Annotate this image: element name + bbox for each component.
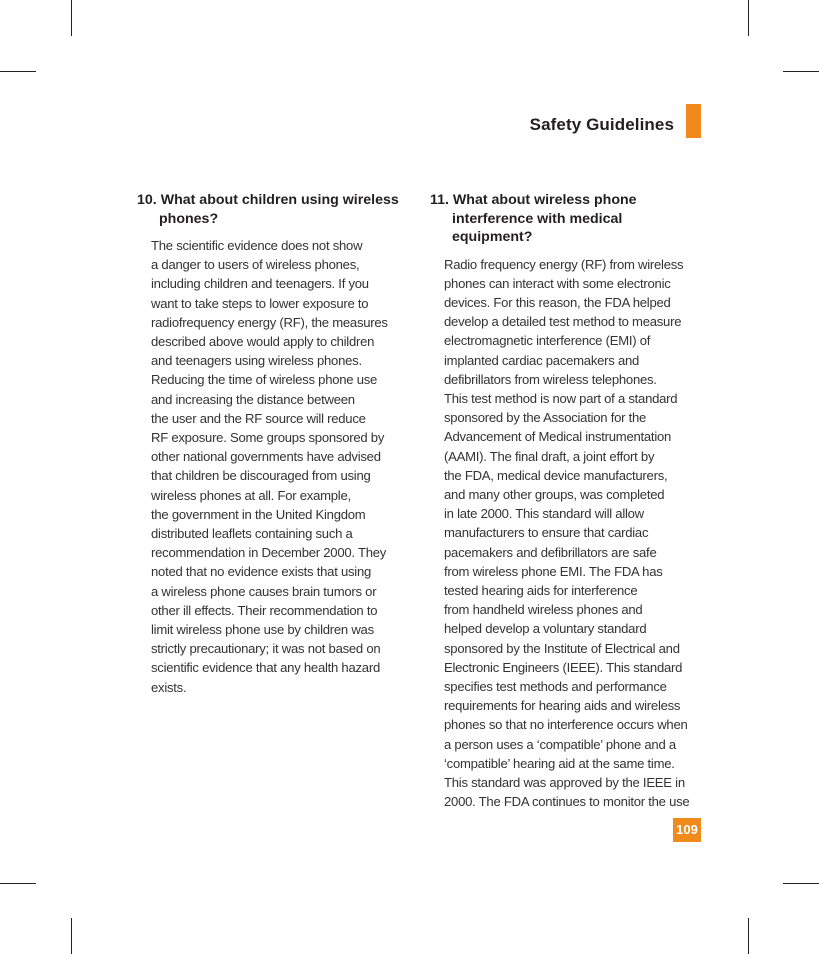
body-line: described above would apply to children	[151, 334, 375, 350]
section-number: 10.	[137, 192, 157, 208]
heading-line: interference with medical equipment?	[452, 210, 623, 245]
body-line: including children and teenagers. If you	[151, 276, 369, 292]
section-11	[430, 191, 705, 811]
crop-mark-bottom-right-horizontal	[783, 883, 819, 884]
body-line: scientific evidence that any health hazard	[151, 660, 380, 676]
crop-mark-top-right-horizontal	[783, 71, 819, 72]
body-line: strictly precautionary; it was not based on	[151, 641, 381, 657]
header-accent-tab	[686, 104, 701, 138]
body-line: a danger to users of wireless phones,	[151, 257, 360, 273]
page-number: 109	[673, 818, 701, 842]
body-line: devices. For this reason, the FDA helped	[444, 294, 671, 310]
body-line: want to take steps to lower exposure to	[151, 295, 369, 311]
body-line: Reducing the time of wireless phone use	[151, 372, 378, 388]
body-line: the government in the United Kingdom	[151, 506, 366, 522]
body-line: wireless phones at all. For example,	[151, 487, 351, 503]
body-line: electromagnetic interference (EMI) of	[444, 333, 651, 349]
body-line: implanted cardiac pacemakers and	[444, 352, 640, 368]
heading-line: What about children using wireless	[160, 192, 399, 208]
heading-line: What about wireless phone	[452, 192, 637, 208]
body-line: exists.	[151, 679, 187, 695]
body-line: phones so that no interference occurs when	[444, 717, 688, 733]
body-line: tested hearing aids for interference	[444, 582, 638, 598]
body-line: sponsored by the Association for the	[444, 410, 647, 426]
section-body	[444, 255, 705, 812]
body-line: distributed leaflets containing such a	[151, 526, 353, 542]
body-line: and many other groups, was completed	[444, 486, 665, 502]
heading-line: phones?	[159, 210, 219, 227]
body-line: other ill effects. Their recommendation to	[151, 602, 378, 618]
body-line: in late 2000. This standard will allow	[444, 506, 644, 522]
body-line: recommendation in December 2000. They	[151, 545, 387, 561]
body-line: Electronic Engineers (IEEE). This standard	[444, 659, 683, 675]
body-line: Radio frequency energy (RF) from wireless	[444, 256, 684, 272]
section-number: 11.	[430, 192, 449, 208]
body-line: helped develop a voluntary standard	[444, 621, 647, 637]
crop-mark-top-left-vertical	[71, 0, 72, 36]
body-line: (AAMI). The final draft, a joint effort by	[444, 448, 655, 464]
body-line: from wireless phone EMI. The FDA has	[444, 563, 663, 579]
section-10	[137, 191, 399, 697]
crop-mark-bottom-left-horizontal	[0, 883, 36, 884]
section-heading	[430, 191, 705, 247]
crop-mark-bottom-right-vertical	[748, 918, 749, 954]
body-line: that children be discouraged from using	[151, 468, 371, 484]
body-line: defibrillators from wireless telephones.	[444, 371, 657, 387]
body-line: This standard was approved by the IEEE in	[444, 774, 685, 790]
crop-mark-top-right-vertical	[748, 0, 749, 36]
body-line: RF exposure. Some groups sponsored by	[151, 430, 385, 446]
body-line: sponsored by the Institute of Electrical and	[444, 640, 680, 656]
body-line: noted that no evidence exists that using	[151, 564, 372, 580]
body-line: radiofrequency energy (RF), the measures	[151, 314, 388, 330]
body-line: phones can interact with some electronic	[444, 275, 671, 291]
body-line: Advancement of Medical instrumentation	[444, 429, 672, 445]
body-line: and increasing the distance between	[151, 391, 355, 407]
body-line: the FDA, medical device manufacturers,	[444, 467, 668, 483]
section-heading	[137, 191, 399, 228]
crop-mark-bottom-left-vertical	[71, 918, 72, 954]
body-line: The scientific evidence does not show	[151, 238, 363, 253]
body-line: This test method is now part of a standard	[444, 390, 678, 406]
body-line: manufacturers to ensure that cardiac	[444, 525, 649, 541]
body-line: from handheld wireless phones and	[444, 602, 643, 618]
section-body	[151, 236, 399, 697]
body-line: a person uses a ‘compatible’ phone and a	[444, 736, 676, 752]
body-line: the user and the RF source will reduce	[151, 410, 366, 426]
body-line: a wireless phone causes brain tumors or	[151, 583, 377, 599]
body-line: develop a detailed test method to measure	[444, 314, 682, 330]
body-line: pacemakers and defibrillators are safe	[444, 544, 657, 560]
body-line: and teenagers using wireless phones.	[151, 353, 362, 369]
body-line: requirements for hearing aids and wireless	[444, 698, 681, 714]
body-line: other national governments have advised	[151, 449, 381, 465]
page-header-title: Safety Guidelines	[529, 115, 674, 134]
body-line: limit wireless phone use by children was	[151, 622, 374, 638]
body-line: ‘compatible’ hearing aid at the same time.	[444, 755, 675, 771]
body-line: specifies test methods and performance	[444, 678, 667, 694]
crop-mark-top-left-horizontal	[0, 71, 36, 72]
body-line: 2000. The FDA continues to monitor the use	[444, 794, 690, 810]
